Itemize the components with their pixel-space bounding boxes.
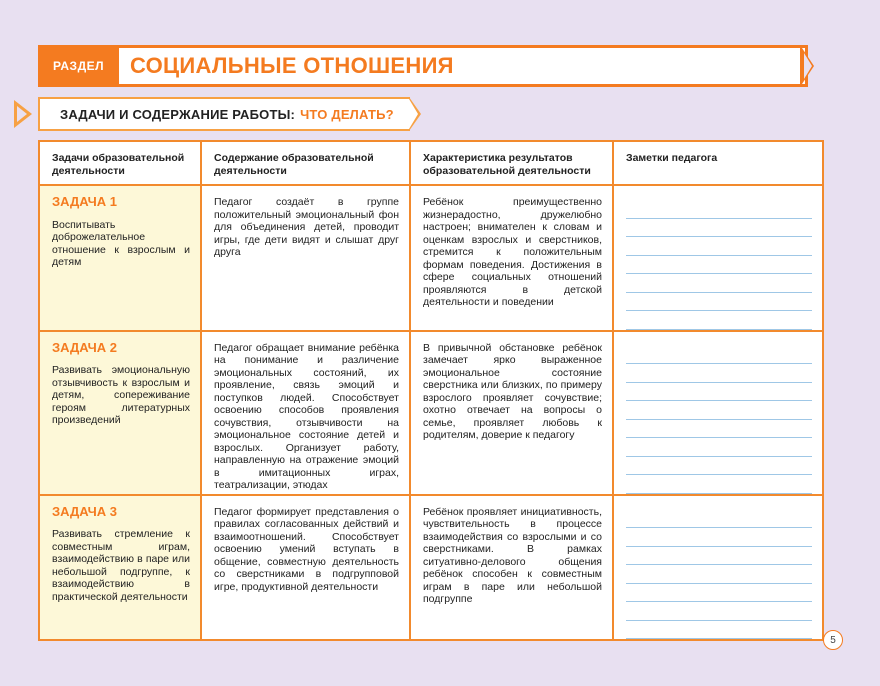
task-cell [39, 331, 201, 495]
note-line [626, 200, 812, 219]
note-line [626, 547, 812, 566]
table-header-row [39, 141, 823, 185]
note-line [626, 383, 812, 402]
note-line [626, 401, 812, 420]
notes-lines [626, 196, 812, 330]
note-line [626, 364, 812, 383]
task-text: Воспитывать доброжелательное отношение к взрослым и детям [52, 218, 190, 268]
note-line [626, 274, 812, 293]
section-label: РАЗДЕЛ [52, 59, 105, 73]
note-line [626, 346, 812, 365]
result-cell [410, 495, 613, 641]
subheader [38, 97, 410, 131]
note-line [626, 237, 812, 256]
task-text: Развивать стремление к совместным играм, взаимодействию в паре или небольшой подгруппе, к взаимодействию в практической деятельности [52, 528, 190, 603]
table-row [39, 495, 823, 641]
result-cell [410, 185, 613, 331]
note-line [626, 584, 812, 603]
result-text: В привычной обстановке ребёнок замечает ярко выраженное эмоциональное состояние сверстника или близких, по примеру взрослого проявляет сочувствие; охотно отвечает на вопросы о семье, проявляет любовь к родителям, доверие к педагогу [423, 341, 602, 441]
column-header-content: Содержание образовательной деятельности [201, 141, 410, 185]
note-line [626, 565, 812, 584]
result-text: Ребёнок преимущественно жизнерадостно, дружелюбно настроен; внимателен к словам и оценкам взрослых и сверстников, стремится к положительным формам поведения. Достижения в сфере социальных отношений проявляются в детской деятельности и поведении [423, 196, 602, 308]
content-text: Педагог формирует представления о правилах согласованных действий и взаимоотношений. Способствует освоению умений вступать в общение, совместную деятельность со сверстниками в подгрупповой игре, продуктивной деятельности [214, 505, 399, 593]
notes-lines [626, 506, 812, 640]
page-title: СОЦИАЛЬНЫЕ ОТНОШЕНИЯ [130, 53, 454, 78]
note-line [626, 420, 812, 439]
note-line [626, 457, 812, 476]
column-header-notes: Заметки педагога [613, 141, 823, 185]
banner-notch-shape [804, 53, 812, 79]
notes-cell[interactable] [613, 331, 823, 495]
note-line [626, 311, 812, 330]
content-cell [201, 495, 410, 641]
content-text: Педагог создаёт в группе положительный эмоциональный фон для объединения детей, проводит игры, где дети видят и слышат друг друга [214, 196, 399, 258]
column-header-results: Характеристика результатов образовательной деятельности [410, 141, 613, 185]
subheader-tip-inner [409, 99, 418, 129]
note-line [626, 528, 812, 547]
task-cell [39, 185, 201, 331]
subheader-accent: ЧТО ДЕЛАТЬ? [300, 106, 394, 122]
content-text: Педагог обращает внимание ребёнка на понимание и различение эмоциональных состояний, их проявление, связь эмоций и поступков людей. Способствует освоению способов проявления сочувствия, отзывчивости на эмоциональное состояние детей и взрослых. Организует работу, направленную на отражение эмоций в имитационных играх, театрализации, этюдах [214, 341, 399, 491]
table-row [39, 185, 823, 331]
notes-cell[interactable] [613, 495, 823, 641]
result-cell [410, 331, 613, 495]
content-cell [201, 331, 410, 495]
note-line [626, 602, 812, 621]
section-banner [38, 45, 808, 87]
task-cell [39, 495, 201, 641]
note-line [626, 475, 812, 494]
notes-lines [626, 342, 812, 494]
content-cell [201, 185, 410, 331]
note-line [626, 293, 812, 312]
task-text: Развивать эмоциональную отзывчивость к взрослым и детям, сопереживание героям литературных произведений [52, 364, 190, 426]
column-header-tasks: Задачи образовательной деятельности [39, 141, 201, 185]
note-line [626, 256, 812, 275]
page-number: 5 [823, 630, 843, 650]
result-text: Ребёнок проявляет инициативность, чувствительность в процессе взаимодействия со взрослыми и со сверстниками. В рамках ситуативно-делового общения ребёнок способен к совместным играм в паре или небольшой подгруппе [423, 505, 602, 605]
tasks-table [38, 140, 824, 641]
task-title: ЗАДАЧА 2 [52, 339, 118, 355]
play-arrow-inner [17, 106, 27, 122]
task-title: ЗАДАЧА 1 [52, 194, 118, 209]
note-line [626, 219, 812, 238]
note-line [626, 510, 812, 529]
note-line [626, 438, 812, 457]
table-row [39, 331, 823, 495]
note-line [626, 621, 812, 640]
subheader-prefix: ЗАДАЧИ И СОДЕРЖАНИЕ РАБОТЫ: [60, 106, 296, 122]
task-title: ЗАДАЧА 3 [52, 503, 118, 519]
notes-cell[interactable] [613, 185, 823, 331]
